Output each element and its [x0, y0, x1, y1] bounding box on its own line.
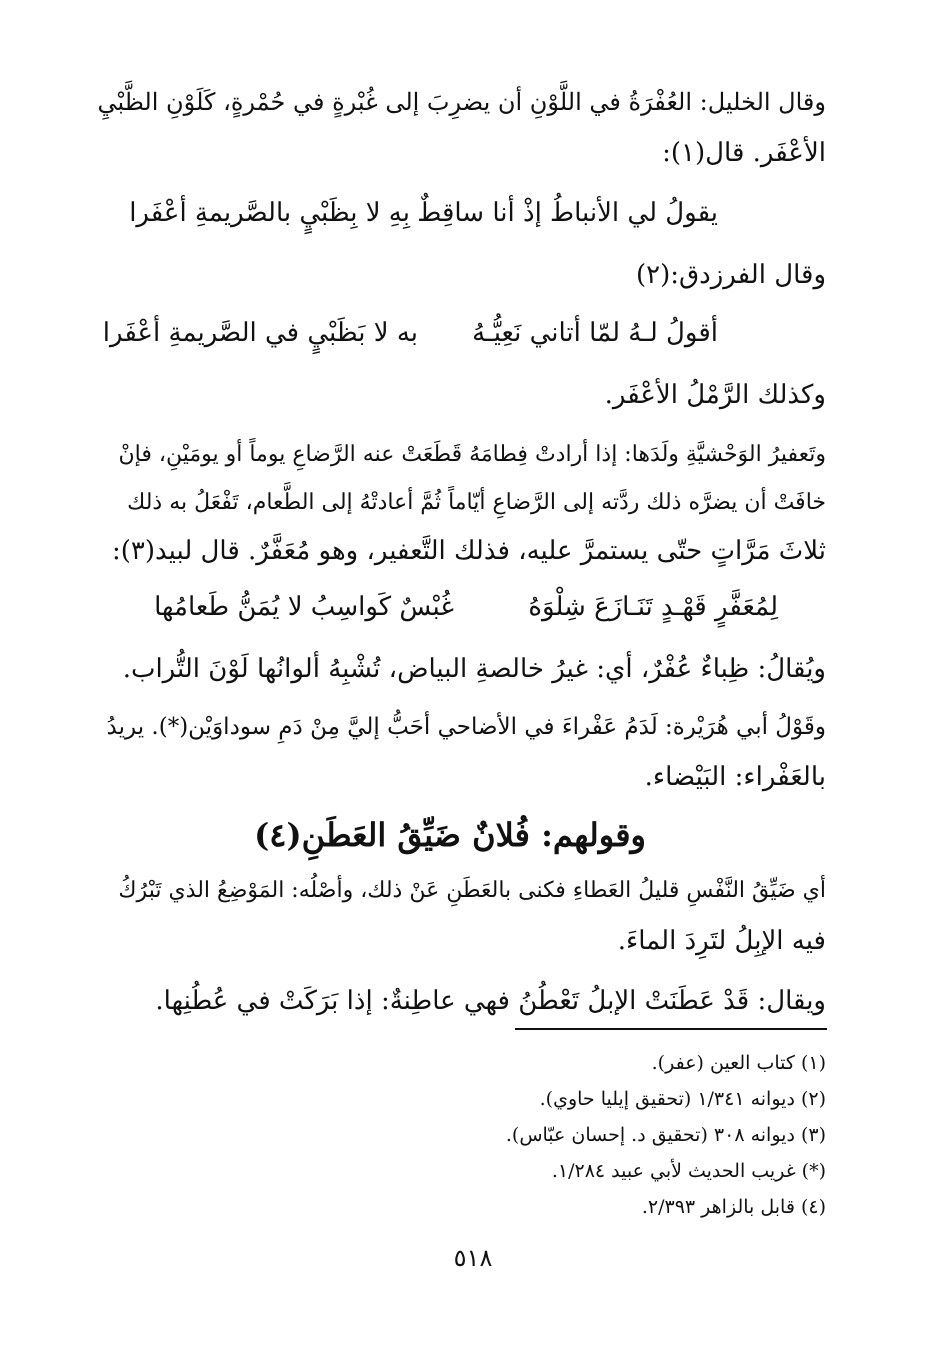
section-heading: وقولهم: فُلانٌ ضَيِّقُ العَطَنِ(٤)	[254, 816, 646, 854]
paragraph-4-line-1: وتَعفيرُ الوَحْشيَّةِ ولَدَها: إذا أرادتْ فِطامَهُ قَطَعَتْ عنه الرَّضاعِ يوماً أو يومَيْنِ، فإنْ	[118, 442, 826, 467]
footnote-asterisk: (*) غريب الحديث لأبي عبيد ١/٢٨٤.	[551, 1160, 826, 1182]
page-number: ٥١٨	[453, 1244, 493, 1272]
paragraph-4-line-3: ثلاثَ مَرَّاتٍ حتّى يستمرَّ عليه، فذلك التَّعفير، وهو مُعَفَّرٌ. قال لبيد(٣):	[111, 536, 826, 566]
footnote-separator	[515, 1028, 827, 1030]
footnote-3: (٣) ديوانه ٣٠٨ (تحقيق د. إحسان عبّاس).	[505, 1124, 826, 1146]
footnote-2: (٢) ديوانه ١/٣٤١ (تحقيق إيليا حاوي).	[539, 1088, 826, 1110]
paragraph-7-line-2: فيه الإبِلُ لتَرِدَ الماءَ.	[617, 926, 826, 956]
paragraph-7-line-1: أي ضَيِّقُ النَّفْسِ قليلُ العَطاءِ فكنى بالعَطَنِ عَنْ ذلك، وأصْلُه: المَوْضِعُ الذي تَبْرُكُ	[118, 878, 826, 903]
verse-1-first-hemistich: يقولُ لي الأنباطُ إذْ أنا ساقِطٌ	[417, 198, 718, 228]
paragraph-1-line-2: الأعْفَر. قال(١):	[662, 138, 826, 168]
paragraph-1-line-1: وقال الخليل: العُفْرَةُ في اللَّوْنِ أن يضرِبَ إلى غُبْرةٍ في حُمْرةٍ، كَلَوْنِ الظَّبْيِ	[97, 88, 826, 116]
paragraph-6-line-1: وقَوْلُ أبي هُرَيْرة: لَدَمُ عَفْراءَ في الأضاحي أحَبُّ إليَّ مِنْ دَمِ سوداوَيْن(*). يريدُ	[106, 714, 826, 740]
paragraph-3: وكذلك الرَّمْلُ الأعْفَر.	[604, 380, 826, 410]
footnote-4: (٤) قابل بالزاهر ٢/٣٩٣.	[641, 1196, 826, 1218]
paragraph-4-line-2: خافَتْ أن يضرَّه ذلك ردَّته إلى الرَّضاعِ أيّاماً ثُمَّ أعادتْهُ إلى الطَّعام، تَفْعَلُ به ذلك	[127, 490, 826, 515]
paragraph-8: ويقال: قَدْ عَطَنَتْ الإبلُ تَعْطُنُ فهي عاطِنةٌ: إذا بَرَكَتْ في عُطُنِها.	[155, 986, 826, 1016]
paragraph-2: وقال الفرزدق:(٢)	[635, 260, 826, 290]
paragraph-5: ويُقالُ: ظِباءٌ عُفْرٌ، أي: غيرُ خالصةِ البياض، تُشْبِهُ ألوانُها لَوْنَ التُّراب.	[122, 654, 826, 684]
verse-3-first-hemistich: لِمُعَفَّرٍ قَهْـدٍ تَنَـازَعَ شِلْوَهُ	[528, 592, 778, 622]
verse-1-second-hemistich: بِهِ لا بِظَبْيٍ بالصَّريمةِ أعْفَرا	[129, 198, 410, 228]
paragraph-6-line-2: بالعَفْراء: البَيْضاء.	[644, 762, 826, 792]
verse-3-second-hemistich: غُبْسٌ كَواسِبُ لا يُمَنُّ طَعامُها	[154, 592, 454, 622]
footnote-1: (١) كتاب العين (عفر).	[651, 1052, 826, 1074]
verse-2-second-hemistich: به لا بَظَبْيٍ في الصَّريمةِ أعْفَرا	[102, 318, 418, 348]
verse-2-first-hemistich: أقولُ لـهُ لمّا أتاني نَعِيُّـهُ	[472, 318, 718, 348]
